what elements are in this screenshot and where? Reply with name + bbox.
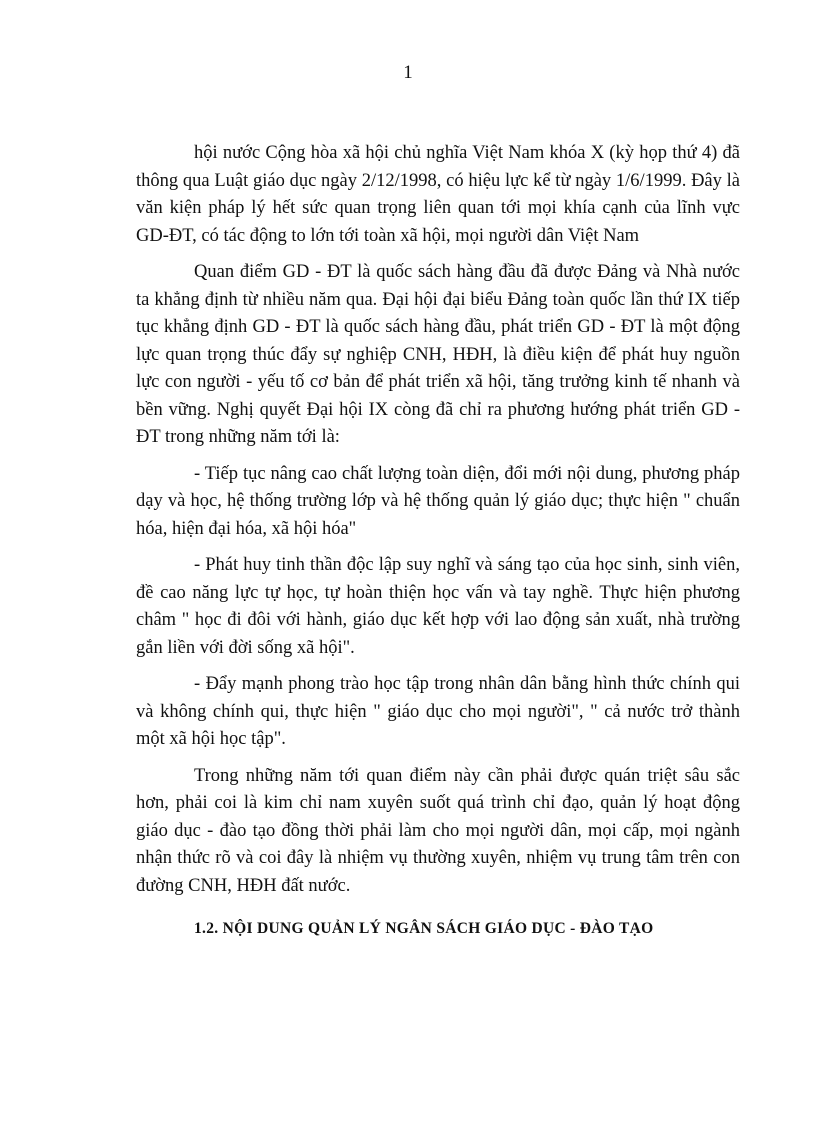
- bullet-learning-movement: - Đẩy mạnh phong trào học tập trong nhân dân bằng hình thức chính qui và không chính qui, thực hiện " giáo dục cho mọi người", " cả nước trở thành một xã hội học tập".: [136, 674, 740, 749]
- page-number: 1: [403, 62, 413, 83]
- bullet-student-creativity: - Phát huy tinh thần độc lập suy nghĩ và sáng tạo của học sinh, sinh viên, đề cao năng lực tự học, tự hoàn thiện học vấn và tay nghề. Thực hiện phương châm " học đi đôi với hành, giáo dục kết hợp với lao động sản xuất, nhà trường gắn liền với đời sống xã hội".: [136, 555, 740, 658]
- section-heading: 1.2. NỘI DUNG QUẢN LÝ NGÂN SÁCH GIÁO DỤC - ĐÀO TẠO: [194, 920, 654, 937]
- document-body: [136, 140, 740, 938]
- bullet-quality-improvement: - Tiếp tục nâng cao chất lượng toàn diện, đổi mới nội dung, phương pháp dạy và học, hệ thống trường lớp và hệ thống quản lý giáo dục; thực hiện " chuẩn hóa, hiện đại hóa, xã hội hóa": [136, 463, 740, 539]
- paragraph-policy-viewpoint: Quan điểm GD - ĐT là quốc sách hàng đầu đã được Đảng và Nhà nước ta khẳng định từ nhiều năm qua. Đại hội đại biểu Đảng toàn quốc lần thứ IX tiếp tục khẳng định GD - ĐT là quốc sách hàng đầu, phát triển GD - ĐT là một động lực quan trọng thúc đẩy sự nghiệp CNH, HĐH, là điều kiện để phát huy nguồn lực con người - yếu tố cơ bản để phát triển xã hội, tăng trưởng kinh tế nhanh và bền vững. Nghị quyết Đại hội IX còng đã chỉ ra phương hướng phát triển GD - ĐT trong những năm tới là:: [136, 262, 740, 447]
- paragraph-education-law: hội nước Cộng hòa xã hội chủ nghĩa Việt Nam khóa X (kỳ họp thứ 4) đã thông qua Luật giáo dục ngày 2/12/1998, có hiệu lực kể từ ngày 1/6/1999. Đây là văn kiện pháp lý hết sức quan trọng liên quan tới mọi khía cạnh của lĩnh vực GD-ĐT, có tác động to lớn tới toàn xã hội, mọi người dân Việt Nam: [136, 143, 740, 246]
- paragraph-coming-years: Trong những năm tới quan điểm này cần phải được quán triệt sâu sắc hơn, phải coi là kim chỉ nam xuyên suốt quá trình chỉ đạo, quản lý hoạt động giáo dục - đào tạo đồng thời phải làm cho mọi người dân, mọi cấp, mọi ngành nhận thức rõ và coi đây là nhiệm vụ thường xuyên, nhiệm vụ trung tâm trên con đường CNH, HĐH đất nước.: [136, 765, 740, 896]
